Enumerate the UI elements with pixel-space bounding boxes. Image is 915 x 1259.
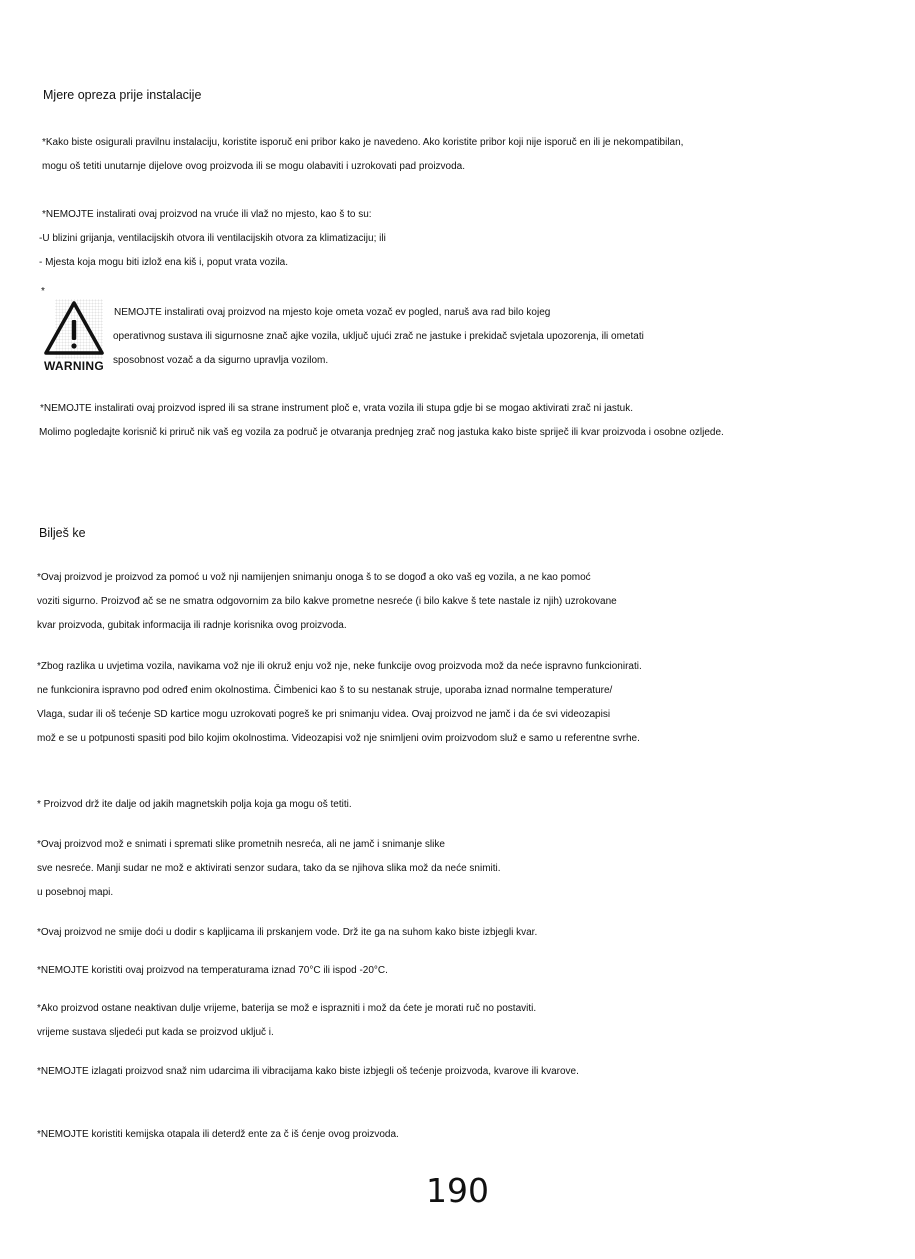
paragraph-line: *Kako biste osigurali pravilnu instalaciju, koristite isporuč eni pribor kako je navedeno. Ako koristite pribor koji nije isporuč en ili je nekompatibilan, <box>42 137 684 148</box>
paragraph-line: kvar proizvoda, gubitak informacija ili radnje korisnika ovog proizvoda. <box>37 620 347 631</box>
paragraph-line: operativnog sustava ili sigurnosne znač ajke vozila, uključ ujući zrač ne jastuke i prekidač svjetala upozorenja, ili ometati <box>113 331 644 342</box>
paragraph-line: mogu oš tetiti unutarnje dijelove ovog proizvoda ili se mogu olabaviti i uzrokovati pad proizvoda. <box>42 161 466 172</box>
paragraph-line: *Ovaj proizvod ne smije doći u dodir s kapljicama ili prskanjem vode. Drž ite ga na suhom kako biste izbjegli kvar. <box>37 927 538 938</box>
paragraph-line: -U blizini grijanja, ventilacijskih otvora ili ventilacijskih otvora za klimatizaciju; ili <box>39 233 386 244</box>
paragraph-line: *NEMOJTE koristiti ovaj proizvod na temperaturama iznad 70°C ili ispod -20°C. <box>37 965 388 976</box>
warning-label: WARNING <box>43 359 105 373</box>
section-heading-precautions: Mjere opreza prije instalacije <box>43 88 202 102</box>
paragraph-line: *Ako proizvod ostane neaktivan dulje vrijeme, baterija se mož e isprazniti i mož da ćete je morati ruč no postaviti. <box>37 1003 537 1014</box>
paragraph-line: u posebnoj mapi. <box>37 887 114 898</box>
paragraph-line: *NEMOJTE instalirati ovaj proizvod na vruće ili vlaž no mjesto, kao š to su: <box>42 209 372 220</box>
paragraph-line: sve nesreće. Manji sudar ne mož e aktivirati senzor sudara, tako da se njihova slika mož da neće snimiti. <box>37 863 501 874</box>
paragraph-line: vrijeme sustava sljedeći put kada se proizvod uključ i. <box>37 1027 274 1038</box>
paragraph-line: ne funkcionira ispravno pod određ enim okolnostima. Čimbenici kao š to su nestanak struje, uporaba iznad normalne temperature/ <box>37 685 613 696</box>
paragraph-line: *Zbog razlika u uvjetima vozila, navikama vož nje ili okruž enju vož nje, neke funkcije ovog proizvoda mož da neće ispravno funkcionirati. <box>37 661 642 672</box>
paragraph-line: *NEMOJTE koristiti kemijska otapala ili deterdž ente za č iš ćenje ovog proizvoda. <box>37 1129 399 1140</box>
paragraph-line: * Proizvod drž ite dalje od jakih magnetskih polja koja ga mogu oš tetiti. <box>37 799 352 810</box>
section-heading-notes: Bilješ ke <box>39 526 86 540</box>
paragraph-line: - Mjesta koja mogu biti izlož ena kiš i, poput vrata vozila. <box>39 257 288 268</box>
paragraph-line: *Ovaj proizvod mož e snimati i spremati slike prometnih nesreća, ali ne jamč i snimanje slike <box>37 839 445 850</box>
paragraph-line: NEMOJTE instalirati ovaj proizvod na mjesto koje ometa vozač ev pogled, naruš ava rad bilo kojeg <box>114 307 551 318</box>
paragraph-line: *Ovaj proizvod je proizvod za pomoć u vož nji namijenjen snimanju onoga š to se dogođ a oko vaš eg vozila, a ne kao pomoć <box>37 572 591 583</box>
paragraph-line: sposobnost vozač a da sigurno upravlja vozilom. <box>113 355 329 366</box>
warning-triangle-icon <box>43 297 105 359</box>
warning-bullet: * <box>41 286 45 297</box>
warning-sign <box>43 297 105 375</box>
paragraph-line: Molimo pogledajte korisnič ki priruč nik vaš eg vozila za područ je otvaranja prednjeg zrač nog jastuka kako biste spriječ ili kvar proizvoda i osobne ozljede. <box>39 427 724 438</box>
paragraph-line: *NEMOJTE izlagati proizvod snaž nim udarcima ili vibracijama kako biste izbjegli oš tećenje proizvoda, kvarove ili kvarove. <box>37 1066 579 1077</box>
page-number: 190 <box>426 1171 489 1210</box>
paragraph-line: mož e se u potpunosti spasiti pod bilo kojim okolnostima. Videozapisi vož nje snimljeni ovim proizvodom služ e samo u referentne svrhe. <box>37 733 640 744</box>
paragraph-line: Vlaga, sudar ili oš tećenje SD kartice mogu uzrokovati pogreš ke pri snimanju videa. Ovaj proizvod ne jamč i da će svi videozapisi <box>37 709 611 720</box>
paragraph-line: *NEMOJTE instalirati ovaj proizvod ispred ili sa strane instrument ploč e, vrata vozila ili stupa gdje bi se mogao aktivirati zrač ni jastuk. <box>40 403 634 414</box>
paragraph-line: voziti sigurno. Proizvođ ač se ne smatra odgovornim za bilo kakve prometne nesreće (i bilo kakve š tete nastale iz njih) uzrokovane <box>37 596 617 607</box>
